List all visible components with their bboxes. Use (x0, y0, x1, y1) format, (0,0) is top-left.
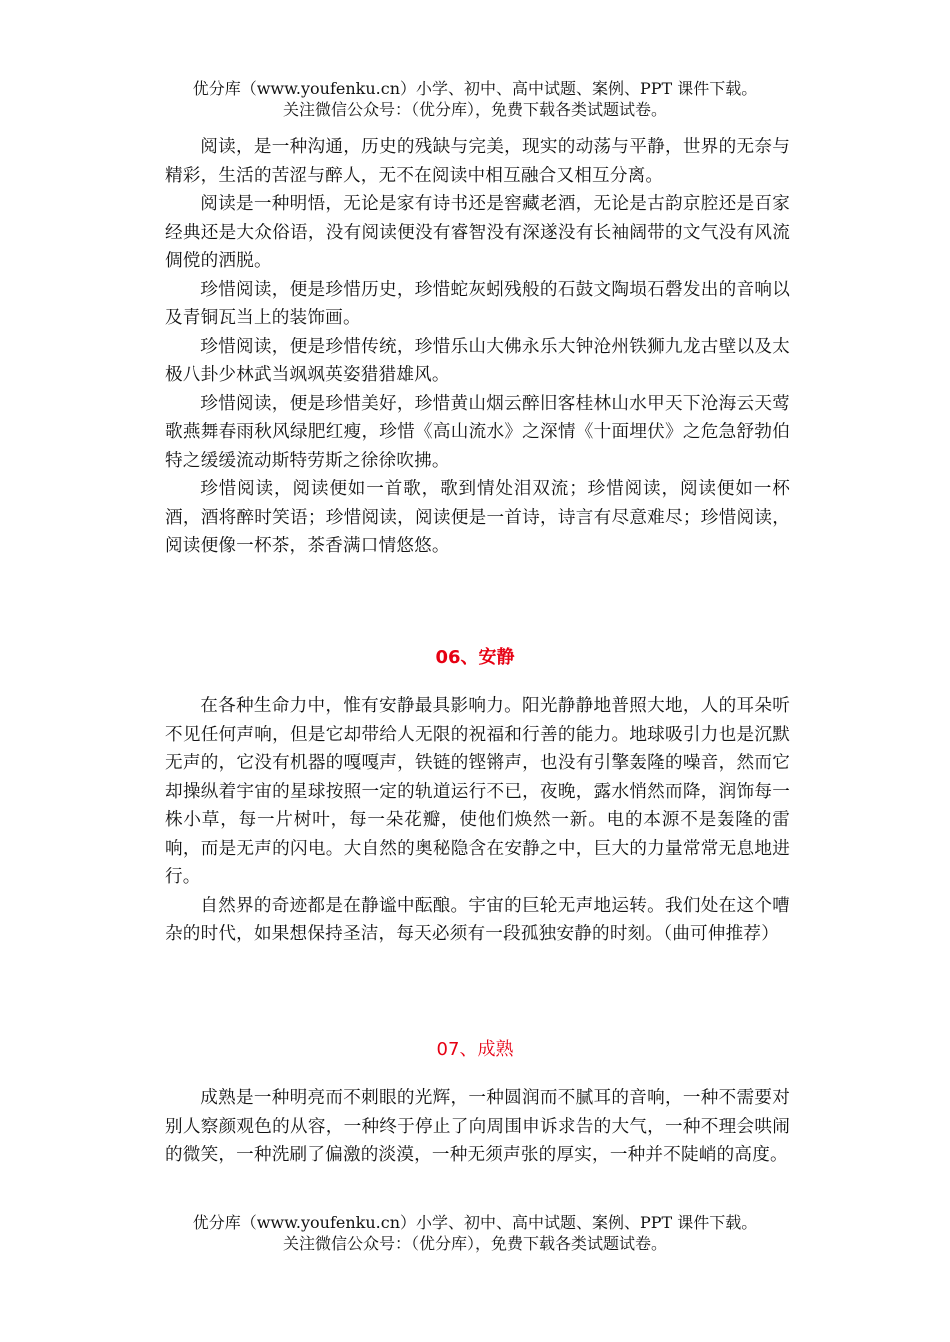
section-heading-06: 06、安静 (435, 647, 515, 668)
quiet-paragraph-2: 自然界的奇迹都是在静谧中酝酿。宇宙的巨轮无声地运转。我们处在这个嘈杂的时代，如果想保持圣洁，每天必须有一段孤独安静的时刻。（曲可伸推荐） (165, 895, 790, 944)
reading-paragraph-4: 珍惜阅读，便是珍惜传统，珍惜乐山大佛永乐大钟沧州铁狮九龙古壁以及太极八卦少林武当飒飒英姿猎猎雄风。 (165, 336, 790, 385)
page-header (120, 78, 830, 120)
section-07-body (165, 1084, 790, 1170)
footer-line-2: 关注微信公众号：（优分库），免费下载各类试题试卷。 (282, 1234, 667, 1253)
quiet-paragraph-1: 在各种生命力中，惟有安静最具影响力。阳光静静地普照大地，人的耳朵听不见任何声响，但是它却带给人无限的祝福和行善的能力。地球吸引力也是沉默无声的，它没有机器的嘎嘎声，铁链的铿锵声，也没有引擎轰隆的噪音，然而它却操纵着宇宙的星球按照一定的轨道运行不已，夜晚，露水悄然而降，润饰每一株小草，每一片树叶，每一朵花瓣，使他们焕然一新。电的本源不是轰隆的雷响，而是无声的闪电。大自然的奥秘隐含在安静之中，巨大的力量常常无息地进行。 (165, 696, 790, 887)
reading-paragraph-6: 珍惜阅读，阅读便如一首歌，歌到情处泪双流；珍惜阅读，阅读便如一杯酒，酒将醉时笑语；珍惜阅读，阅读便是一首诗，诗言有尽意难尽；珍惜阅读，阅读便像一杯茶，茶香满口情悠悠。 (165, 479, 790, 556)
section-06-body (165, 692, 790, 949)
header-line-1: 优分库（www.youfenku.cn）小学、初中、高中试题、案例、PPT 课件下载。 (192, 79, 758, 98)
mature-paragraph-1: 成熟是一种明亮而不刺眼的光辉，一种圆润而不腻耳的音响，一种不需要对别人察颜观色的从容，一种终于停止了向周围申诉求告的大气，一种不理会哄闹的微笑，一种洗刷了偏激的淡漠，一种无须声张的厚实，一种并不陡峭的高度。 (165, 1088, 790, 1165)
section-reading (165, 133, 790, 561)
page-footer (120, 1212, 830, 1254)
footer-line-1: 优分库（www.youfenku.cn）小学、初中、高中试题、案例、PPT 课件下载。 (192, 1213, 758, 1232)
header-line-2: 关注微信公众号：（优分库），免费下载各类试题试卷。 (282, 100, 667, 119)
reading-paragraph-3: 珍惜阅读，便是珍惜历史，珍惜蛇灰蚓残般的石鼓文陶埙石磬发出的音响以及青铜瓦当上的装饰画。 (165, 279, 790, 328)
reading-paragraph-2: 阅读是一种明悟，无论是家有诗书还是窖藏老酒，无论是古韵京腔还是百家经典还是大众俗语，没有阅读便没有睿智没有深遂没有长袖阔带的文气没有风流倜傥的洒脱。 (165, 194, 790, 271)
reading-paragraph-5: 珍惜阅读，便是珍惜美好，珍惜黄山烟云醉旧客桂林山水甲天下沧海云天莺歌燕舞春雨秋风绿肥红瘦，珍惜《高山流水》之深情《十面埋伏》之危急舒勃伯特之缓缓流动斯特劳斯之徐徐吹拂。 (165, 393, 790, 471)
section-heading-07: 07、成熟 (436, 1039, 514, 1060)
reading-paragraph-1: 阅读，是一种沟通，历史的残缺与完美，现实的动荡与平静，世界的无奈与精彩，生活的苦涩与醉人，无不在阅读中相互融合又相互分离。 (165, 137, 790, 186)
